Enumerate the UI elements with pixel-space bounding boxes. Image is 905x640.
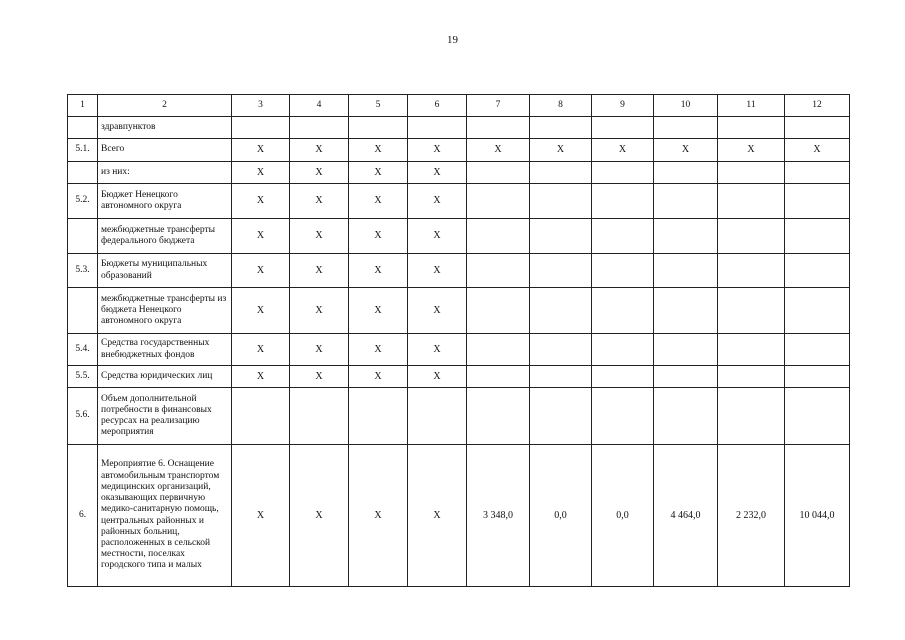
table-cell: Х [349,254,408,288]
table-cell: Х [290,219,349,254]
table-cell: Х [232,366,290,388]
column-header: 11 [718,95,785,117]
table-cell: Х [290,288,349,334]
table-cell [530,334,592,366]
row-number: 5.3. [68,254,98,288]
table-row [68,162,850,184]
column-header: 2 [98,95,232,117]
table-cell: Х [785,139,850,162]
table-cell [290,388,349,445]
table-header-row [68,95,850,117]
row-number: 5.2. [68,184,98,219]
table-cell [290,117,349,139]
table-row [68,117,850,139]
row-number [68,288,98,334]
row-label: Бюджет Ненецкого автономного округа [98,184,232,219]
row-number: 5.6. [68,388,98,445]
row-label: Бюджеты муниципальных образований [98,254,232,288]
table-cell: Х [232,184,290,219]
table-cell [718,117,785,139]
table-cell [232,388,290,445]
table-cell [785,254,850,288]
table-cell: Х [408,162,467,184]
row-number [68,162,98,184]
table-cell: Х [290,184,349,219]
column-header: 4 [290,95,349,117]
table-cell [530,184,592,219]
row-label: здравпунктов [98,117,232,139]
table-cell: Х [349,184,408,219]
table-cell: Х [290,366,349,388]
row-number: 5.5. [68,366,98,388]
table-cell [408,117,467,139]
table-cell: Х [592,139,654,162]
table-cell [592,288,654,334]
table-cell: Х [349,445,408,587]
row-label: из них: [98,162,232,184]
table-cell [654,162,718,184]
row-label: Объем дополнительной потребности в финансовых ресурсах на реализацию мероприятия [98,388,232,445]
column-header: 6 [408,95,467,117]
table-cell [467,184,530,219]
column-header: 8 [530,95,592,117]
table-cell: Х [232,288,290,334]
row-number: 6. [68,445,98,587]
table-cell [467,162,530,184]
table-cell [592,184,654,219]
table-cell [718,219,785,254]
table-cell: Х [408,139,467,162]
table-cell: Х [290,334,349,366]
column-header: 5 [349,95,408,117]
table-cell [654,117,718,139]
table-cell [785,162,850,184]
table-cell: Х [654,139,718,162]
table-cell: 2 232,0 [718,445,785,587]
table-cell [785,184,850,219]
table-cell: 3 348,0 [467,445,530,587]
table-cell [785,117,850,139]
table-cell [654,334,718,366]
table-cell: 10 044,0 [785,445,850,587]
table-cell [349,117,408,139]
table-cell [467,219,530,254]
row-number [68,219,98,254]
table-cell [467,254,530,288]
table-cell [654,288,718,334]
table-cell: 4 464,0 [654,445,718,587]
table-cell: Х [232,162,290,184]
table-cell [718,366,785,388]
table-cell: Х [349,162,408,184]
table-cell: Х [467,139,530,162]
table-cell [654,219,718,254]
table-cell: Х [349,288,408,334]
table-cell: Х [290,162,349,184]
table-cell: Х [290,445,349,587]
table-row [68,184,850,219]
table-cell [530,288,592,334]
table-row [68,366,850,388]
table-cell: Х [290,254,349,288]
row-number: 5.1. [68,139,98,162]
budget-table [67,94,850,587]
table-cell [467,117,530,139]
row-number [68,117,98,139]
table-cell: Х [408,366,467,388]
table-cell [530,162,592,184]
column-header: 3 [232,95,290,117]
column-header: 10 [654,95,718,117]
table-cell [467,288,530,334]
row-label: Средства юридических лиц [98,366,232,388]
table-cell: Х [408,288,467,334]
table-cell: Х [232,139,290,162]
table-row [68,254,850,288]
table-row [68,445,850,587]
column-header: 9 [592,95,654,117]
table-cell: Х [232,334,290,366]
table-row [68,334,850,366]
table-cell [467,366,530,388]
table-row [68,139,850,162]
table-cell [592,366,654,388]
row-label: межбюджетные трансферты из бюджета Ненецкого автономного округа [98,288,232,334]
table-cell [530,366,592,388]
table-cell: Х [718,139,785,162]
table-cell [592,254,654,288]
page-number: 19 [447,34,458,46]
table-cell [592,117,654,139]
table-cell [718,288,785,334]
column-header: 12 [785,95,850,117]
table-cell: Х [349,366,408,388]
table-cell [785,288,850,334]
table-cell: Х [349,334,408,366]
table-cell [654,388,718,445]
table-row [68,219,850,254]
table-cell [232,117,290,139]
table-cell [718,184,785,219]
table-cell [785,334,850,366]
table-cell: Х [408,254,467,288]
row-label: Средства государственных внебюджетных фондов [98,334,232,366]
table-cell [592,162,654,184]
table-row [68,288,850,334]
table-cell [592,388,654,445]
table-cell: Х [232,254,290,288]
column-header: 7 [467,95,530,117]
table-cell [530,219,592,254]
table-row [68,388,850,445]
table-cell: Х [408,445,467,587]
table-cell: Х [349,139,408,162]
column-header: 1 [68,95,98,117]
table-cell [785,219,850,254]
table-cell [718,162,785,184]
table-cell [467,388,530,445]
table-cell: Х [349,219,408,254]
table-cell [530,388,592,445]
table-cell [785,388,850,445]
table-cell: Х [408,334,467,366]
table-cell [654,184,718,219]
table-cell [467,334,530,366]
row-label: Всего [98,139,232,162]
table-cell: 0,0 [530,445,592,587]
table-cell: Х [290,139,349,162]
table-cell [785,366,850,388]
table-cell [592,334,654,366]
table-cell [592,219,654,254]
table-cell: 0,0 [592,445,654,587]
row-number: 5.4. [68,334,98,366]
row-label: межбюджетные трансферты федерального бюджета [98,219,232,254]
table-cell [718,334,785,366]
table-cell [654,254,718,288]
table-cell: Х [408,184,467,219]
table-cell: Х [408,219,467,254]
table-cell [718,254,785,288]
table-cell [349,388,408,445]
table-cell [408,388,467,445]
table-cell [718,388,785,445]
row-label: Мероприятие 6. Оснащение автомобильным транспортом медицинских организаций, оказывающих первичную медико-санитарную помощь, центральных районных и районных больниц, расположенных в сельской местности, поселках городского типа и малых [98,445,232,587]
table-cell [530,254,592,288]
table-cell: Х [232,219,290,254]
table-cell: Х [232,445,290,587]
table-cell [654,366,718,388]
table-cell [530,117,592,139]
table-cell: Х [530,139,592,162]
